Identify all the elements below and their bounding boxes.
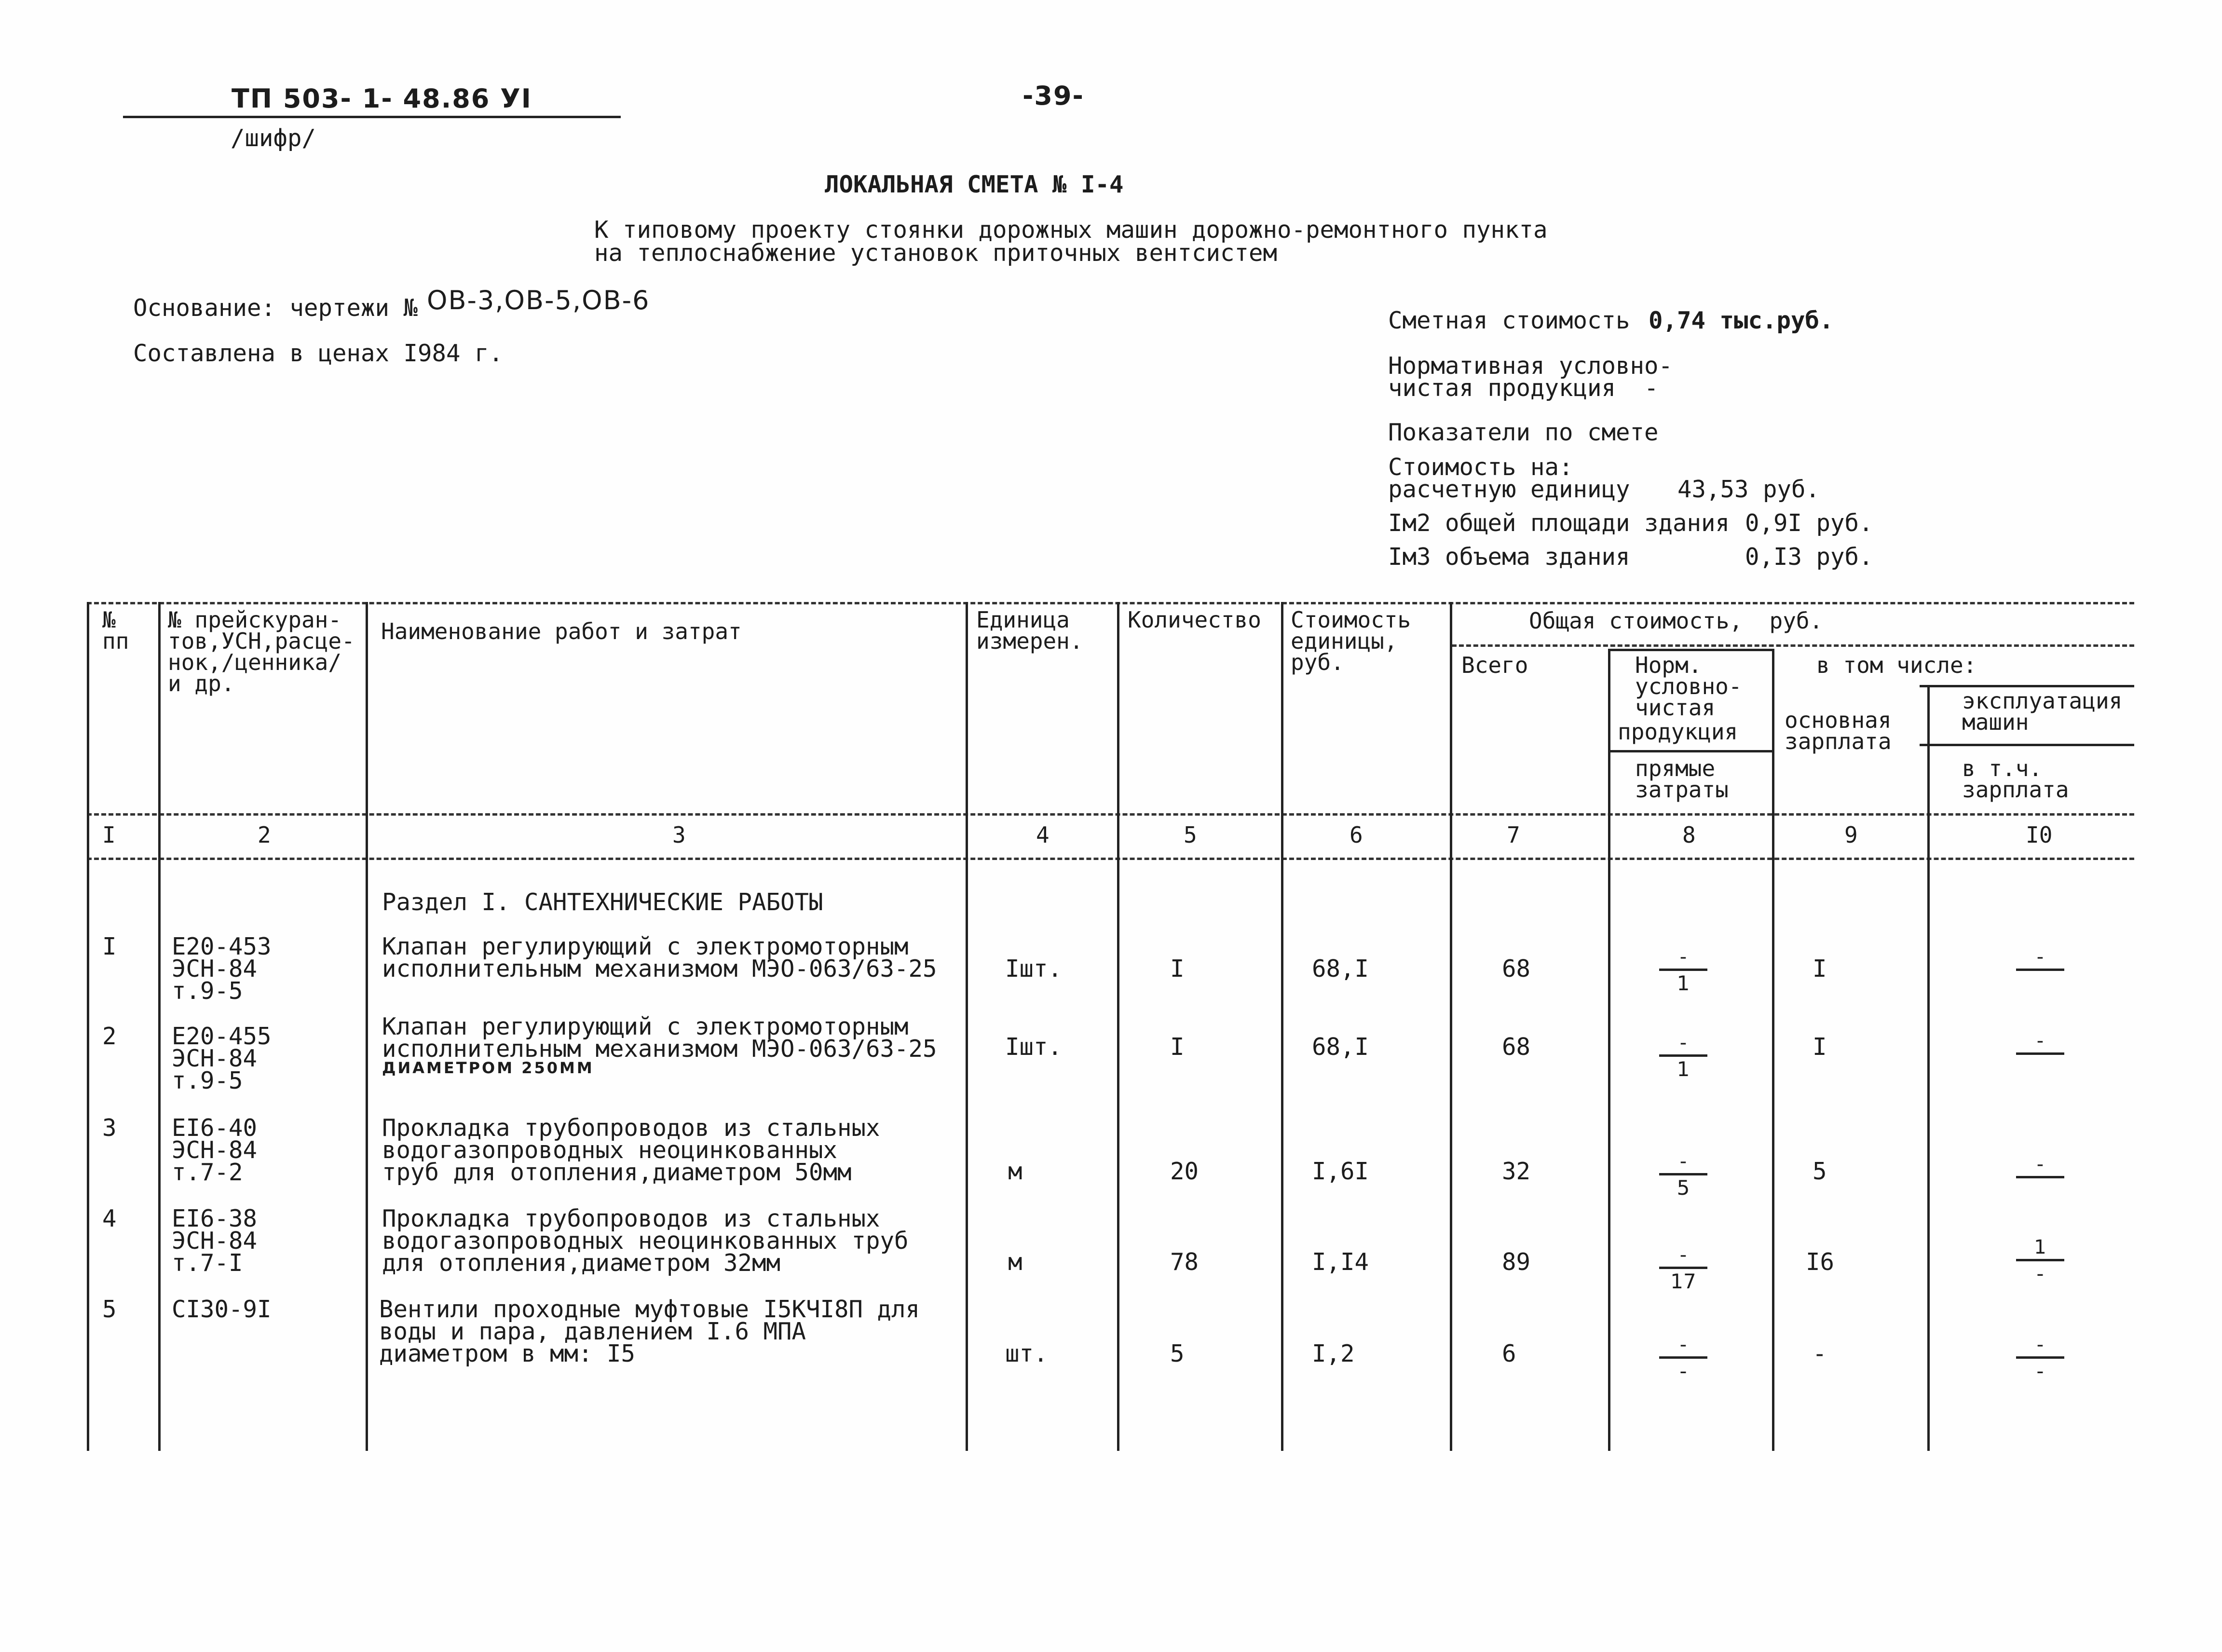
row-name: Прокладка трубопроводов из стальных xyxy=(382,1114,880,1142)
hdr-machines-salary-1: в т.ч. xyxy=(1962,755,2043,781)
col-line-9 xyxy=(1927,685,1930,1451)
hdr-machines-1: эксплуатация xyxy=(1962,688,2123,714)
row-npp xyxy=(1654,1152,1712,1199)
col-number: 7 xyxy=(1507,822,1520,848)
col-line-6 xyxy=(1450,602,1452,1451)
hdr-npp-direct-1: прямые xyxy=(1635,755,1716,781)
col-line-1 xyxy=(158,602,161,1451)
row-number: 2 xyxy=(102,1023,117,1050)
row-code: СI30-9I xyxy=(172,1296,272,1323)
row-number: 3 xyxy=(102,1114,117,1142)
hdr-npp-direct-2: затраты xyxy=(1635,777,1729,803)
basis-drawings: ОВ-3,ОВ-5,ОВ-6 xyxy=(427,285,650,315)
hdr-npp-1: Норм. xyxy=(1635,652,1702,678)
row-name: водогазопроводных неоцинкованных xyxy=(382,1136,838,1164)
hdr-machines-salary-2: зарплата xyxy=(1962,777,2069,803)
col-number: I0 xyxy=(2026,822,2053,848)
prices-year: Составлена в ценах I984 г. xyxy=(133,340,504,367)
row-machines xyxy=(2011,947,2069,994)
row-code: т.7-2 xyxy=(172,1159,243,1186)
machines-salary-value xyxy=(2011,1180,2069,1201)
row-name: диаметром в мм: I5 xyxy=(379,1340,636,1367)
row-code: ЕI6-40 xyxy=(172,1114,258,1142)
table-top-border xyxy=(87,602,2134,604)
row-code: т.7-I xyxy=(172,1249,243,1277)
row-quantity: I xyxy=(1170,955,1185,983)
row-salary: I xyxy=(1813,1033,1827,1061)
row-unit-price: I,2 xyxy=(1312,1340,1355,1367)
row-note: ДИАМЕТРОМ 250ММ xyxy=(382,1059,594,1077)
machines-salary-value: - xyxy=(2036,1359,2044,1383)
hdr-num-2: пп xyxy=(102,628,129,654)
hdr-salary-1: основная xyxy=(1785,707,1892,733)
cost-on-label: Стоимость на: xyxy=(1388,453,1573,481)
header-underline xyxy=(123,116,621,118)
row-unit: м xyxy=(1008,1248,1022,1276)
col-line-3 xyxy=(966,602,968,1451)
row-npp xyxy=(1654,1033,1712,1080)
row-name: исполнительным механизмом МЭО-063/63-25 xyxy=(382,955,937,983)
row-machines xyxy=(2011,1155,2069,1201)
row-total: 68 xyxy=(1502,955,1531,983)
row-code: Е20-455 xyxy=(172,1023,272,1050)
col-line-8 xyxy=(1772,649,1774,1451)
direct-costs-value: 5 xyxy=(1677,1176,1690,1200)
doc-title: ЛОКАЛЬНАЯ СМЕТА № I-4 xyxy=(825,171,1124,198)
col-number: 3 xyxy=(672,822,686,848)
header-bottom-border xyxy=(87,813,2134,816)
hdr-total: Всего xyxy=(1461,652,1528,678)
row-code: ЕI6-38 xyxy=(172,1205,258,1232)
col-number: 4 xyxy=(1036,822,1050,848)
col-number: 2 xyxy=(258,822,271,848)
machines-salary-value: - xyxy=(2036,1262,2044,1285)
row-quantity: 20 xyxy=(1170,1158,1199,1185)
row-machines xyxy=(2011,1238,2069,1284)
doc-subtitle-1: К типовому проекту стоянки дорожных машин дорожно-ремонтного пункта xyxy=(594,216,1548,244)
row-name: водогазопроводных неоцинкованных труб xyxy=(382,1227,909,1255)
machines-value: - xyxy=(2036,946,2044,968)
hdr-code-4: и др. xyxy=(168,670,235,696)
cipher-label: /шифр/ xyxy=(231,124,316,152)
row-quantity: 78 xyxy=(1170,1248,1199,1276)
row-number: I xyxy=(102,933,117,960)
hdr-npp-4: продукция xyxy=(1618,719,1738,745)
col-line-4 xyxy=(1117,602,1119,1451)
hdr-quantity: Количество xyxy=(1128,607,1261,633)
hdr-unit-2: измерен. xyxy=(976,628,1083,654)
row-unit: Iшт. xyxy=(1005,955,1063,983)
row-salary: I6 xyxy=(1806,1248,1835,1276)
unit-cost-label: расчетную единицу xyxy=(1388,476,1630,503)
normative-label-1: Нормативная условно- xyxy=(1388,352,1673,380)
col-number: 9 xyxy=(1844,822,1858,848)
hdr-num-1: № xyxy=(102,607,116,633)
col-line-0 xyxy=(87,602,89,1451)
row-unit: м xyxy=(1008,1158,1022,1185)
unit-cost-value: 43,53 руб. xyxy=(1677,476,1820,503)
row-name: исполнительным механизмом МЭО-063/63-25 xyxy=(382,1035,937,1063)
hdr-total-cost: Общая стоимость, руб. xyxy=(1529,608,1823,634)
row-name: воды и пара, давлением I.6 МПА xyxy=(379,1318,806,1345)
hdr-price-3: руб. xyxy=(1291,649,1344,675)
hdr-code-2: тов,УСН,расце- xyxy=(168,628,355,654)
area-cost-value: 0,9I руб. xyxy=(1745,509,1873,537)
row-unit-price: I,6I xyxy=(1312,1158,1369,1185)
col-number: I xyxy=(102,822,116,848)
basis-label: Основание: чертежи № xyxy=(133,294,418,322)
row-unit-price: 68,I xyxy=(1312,955,1369,983)
hdr-salary-2: зарплата xyxy=(1785,728,1892,754)
hdr-price-2: единицы, xyxy=(1291,628,1398,654)
col-line-5 xyxy=(1281,602,1283,1451)
row-name: Клапан регулирующий с электромоторным xyxy=(382,1013,909,1040)
row-code: ЭСН-84 xyxy=(172,1045,258,1072)
machines-top-border xyxy=(1920,685,2134,687)
row-code: ЭСН-84 xyxy=(172,955,258,983)
volume-cost-value: 0,I3 руб. xyxy=(1745,543,1873,571)
normative-label-2: чистая продукция - xyxy=(1388,374,1659,402)
row-code: т.9-5 xyxy=(172,1067,243,1094)
row-code: т.9-5 xyxy=(172,977,243,1005)
machines-mid-border xyxy=(1920,744,2134,746)
row-name: для отопления,диаметром 32мм xyxy=(382,1249,781,1277)
machines-value: - xyxy=(2036,1030,2044,1052)
npp-value: - xyxy=(1679,946,1687,968)
row-quantity: 5 xyxy=(1170,1340,1185,1367)
row-npp xyxy=(1654,947,1712,994)
row-total: 32 xyxy=(1502,1158,1531,1185)
col-numbers-bottom-border xyxy=(87,858,2134,860)
row-code: ЭСН-84 xyxy=(172,1136,258,1164)
npp-value: - xyxy=(1679,1334,1687,1356)
section-title: Раздел I. САНТЕХНИЧЕСКИЕ РАБОТЫ xyxy=(382,888,823,916)
area-cost-label: Iм2 общей площади здания xyxy=(1388,509,1730,537)
npp-mid-border xyxy=(1610,750,1774,752)
volume-cost-label: Iм3 объема здания xyxy=(1388,543,1630,571)
row-name: Клапан регулирующий с электромоторным xyxy=(382,933,909,960)
direct-costs-value: 1 xyxy=(1677,971,1690,995)
row-npp xyxy=(1654,1335,1712,1382)
npp-value: - xyxy=(1679,1150,1687,1173)
row-total: 68 xyxy=(1502,1033,1531,1061)
col-line-7 xyxy=(1608,649,1610,1451)
row-salary: I xyxy=(1813,955,1827,983)
hdr-unit-1: Единица xyxy=(976,607,1070,633)
row-number: 4 xyxy=(102,1205,117,1232)
col-number: 5 xyxy=(1184,822,1197,848)
direct-costs-value: 17 xyxy=(1670,1270,1696,1293)
col-number: 6 xyxy=(1350,822,1363,848)
machines-salary-value xyxy=(2011,1057,2069,1078)
hdr-machines-2: машин xyxy=(1962,709,2029,735)
row-total: 6 xyxy=(1502,1340,1516,1367)
row-npp xyxy=(1654,1245,1712,1292)
col-number: 8 xyxy=(1682,822,1696,848)
row-name: труб для отопления,диаметром 50мм xyxy=(382,1159,852,1186)
npp-top-border xyxy=(1610,649,1774,651)
hdr-including: в том числе: xyxy=(1816,652,1977,678)
direct-costs-value: 1 xyxy=(1677,1057,1690,1081)
row-machines xyxy=(2011,1031,2069,1078)
hdr-work-name: Наименование работ и затрат xyxy=(381,618,742,644)
hdr-npp-2: условно- xyxy=(1635,673,1742,699)
row-name: Вентили проходные муфтовые I5КЧI8П для xyxy=(379,1296,920,1323)
npp-value: - xyxy=(1679,1032,1687,1054)
npp-value: - xyxy=(1679,1244,1687,1266)
machines-value: 1 xyxy=(2034,1236,2046,1258)
machines-salary-value xyxy=(2011,973,2069,994)
hdr-code-1: № прейскуран- xyxy=(168,607,342,633)
hdr-code-3: нок,/ценника/ xyxy=(168,649,342,675)
indicators-label: Показатели по смете xyxy=(1388,419,1659,446)
hdr-price-1: Стоимость xyxy=(1291,607,1411,633)
row-number: 5 xyxy=(102,1296,117,1323)
row-unit-price: I,I4 xyxy=(1312,1248,1369,1276)
hdr-npp-3: чистая xyxy=(1635,695,1716,721)
row-total: 89 xyxy=(1502,1248,1531,1276)
row-unit-price: 68,I xyxy=(1312,1033,1369,1061)
row-unit: Iшт. xyxy=(1005,1033,1063,1061)
page-number: -39- xyxy=(1022,81,1084,111)
row-salary: - xyxy=(1813,1340,1827,1367)
machines-value: - xyxy=(2036,1334,2044,1356)
row-unit: шт. xyxy=(1005,1340,1048,1367)
estimated-cost-label: Сметная стоимость xyxy=(1388,307,1630,334)
direct-costs-value: - xyxy=(1679,1359,1687,1383)
col-line-2 xyxy=(366,602,368,1451)
row-code: Е20-453 xyxy=(172,933,272,960)
estimated-cost-value: 0,74 тыс.руб. xyxy=(1649,307,1834,334)
doc-subtitle-2: на теплоснабжение установок приточных вентсистем xyxy=(594,239,1278,267)
row-machines xyxy=(2011,1335,2069,1382)
project-code: ТП 503- 1- 48.86 УI xyxy=(232,83,532,114)
row-code: ЭСН-84 xyxy=(172,1227,258,1255)
row-name: Прокладка трубопроводов из стальных xyxy=(382,1205,880,1232)
total-cost-divider xyxy=(1452,644,2134,647)
row-quantity: I xyxy=(1170,1033,1185,1061)
row-salary: 5 xyxy=(1813,1158,1827,1185)
machines-value: - xyxy=(2036,1153,2044,1175)
